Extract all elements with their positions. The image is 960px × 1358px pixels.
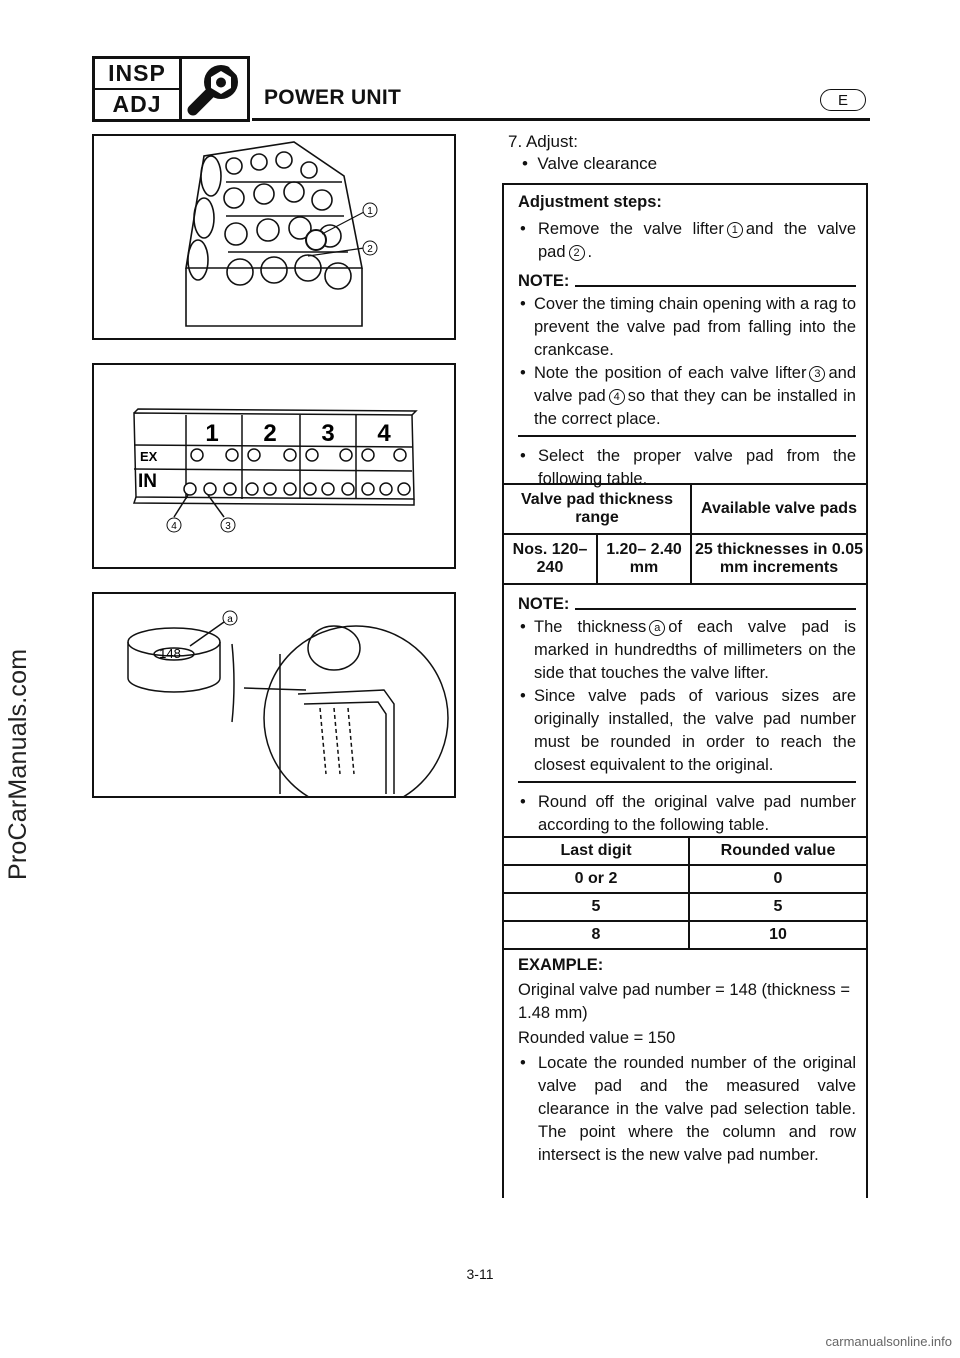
- table1-header-available: Available valve pads: [691, 484, 867, 534]
- fig2-callout-3: 3: [225, 521, 231, 532]
- callout-1-icon: 1: [727, 222, 743, 238]
- language-badge: E: [820, 89, 866, 111]
- step-item: • Valve clearance: [522, 154, 658, 173]
- callout-2-icon: 2: [569, 245, 585, 261]
- pad-position-illustration: [94, 365, 454, 567]
- badge-insp: INSP: [95, 59, 179, 90]
- example-line-1: Original valve pad number = 148 (thickness = 1.48 mm): [518, 981, 851, 1022]
- fig1-callout-1: 1: [367, 206, 373, 217]
- step-heading: 7. Adjust:: [508, 132, 578, 151]
- valve-pad-illustration: [94, 594, 454, 796]
- note2-bullet-2: • Since valve pads of various sizes are originally installed, the valve pad number must be rounded in order to reach the closest equivalent to the original.: [518, 685, 856, 777]
- adjustment-panel: [502, 183, 868, 488]
- note2-bullet-1: • The thickness a of each valve pad is marked in hundredths of millimeters on the side that touches the valve lifter.: [518, 616, 856, 685]
- row-label-ex: EX: [140, 449, 158, 464]
- note-heading-2: NOTE:: [518, 593, 856, 616]
- note-heading-1: NOTE:: [518, 270, 856, 293]
- figure-valve-pad-thickness: [92, 592, 456, 798]
- example-panel: [502, 950, 868, 1198]
- callout-3-icon: 3: [809, 366, 825, 382]
- fig3-callout-a: a: [227, 614, 233, 625]
- figure-cylinder-head: [92, 134, 456, 340]
- fig1-callout-2: 2: [367, 244, 373, 255]
- row-label-in: IN: [138, 471, 157, 492]
- example-line-2: Rounded value = 150: [518, 1029, 676, 1047]
- example-bullet: • Locate the rounded number of the original valve pad and the measured valve clearance in the valve pad selection table. The point where the column and row intersect is the new valve pad number.: [518, 1052, 856, 1167]
- note1-bullet-2: • Note the position of each valve lifter 3 and valve pad 4 so that they can be installed in the correct place.: [518, 362, 856, 431]
- adjustment-step-2: • Select the proper valve pad from the following table.: [518, 445, 856, 491]
- adjustment-step-3: • Round off the original valve pad number according to the following table.: [518, 791, 856, 837]
- adjustment-step-1: • Remove the valve lifter 1 and the valve pad 2 .: [518, 218, 856, 264]
- note1-bullet-1: • Cover the timing chain opening with a rag to prevent the valve pad from falling into the crankcase.: [518, 293, 856, 362]
- cylinder-label-1: 1: [205, 420, 219, 447]
- table2-row3-digit: 8: [503, 921, 689, 949]
- adjustment-heading: Adjustment steps:: [518, 193, 662, 211]
- table1-cell-nos: Nos. 120–240: [503, 534, 597, 584]
- table1-header-range: Valve pad thickness range: [503, 484, 691, 534]
- table1-cell-thickness: 1.20– 2.40 mm: [597, 534, 691, 584]
- badge-adj: ADJ: [112, 91, 162, 117]
- section-badge: [92, 56, 250, 122]
- note-end-rule-2: [518, 781, 856, 783]
- rounding-table: [502, 836, 868, 950]
- table2-row2-value: 5: [689, 893, 867, 921]
- note-panel-2: [502, 585, 868, 837]
- table2-row2-digit: 5: [503, 893, 689, 921]
- page-title: POWER UNIT: [264, 86, 402, 109]
- table1-cell-increments: 25 thicknesses in 0.05 mm increments: [691, 534, 867, 584]
- page-number: 3-11: [466, 1266, 494, 1282]
- pad-number-marking: 148: [159, 646, 181, 661]
- badge-text: [95, 59, 182, 119]
- figure-pad-position-diagram: [92, 363, 456, 569]
- header-rule: [252, 118, 870, 121]
- cylinder-label-3: 3: [321, 420, 335, 447]
- callout-a-icon: a: [649, 620, 665, 636]
- fig2-callout-4: 4: [171, 521, 177, 532]
- cylinder-label-2: 2: [263, 420, 277, 447]
- footer-watermark: carmanualsonline.info: [825, 1334, 952, 1349]
- table2-header-rounded: Rounded value: [689, 837, 867, 865]
- table2-row3-value: 10: [689, 921, 867, 949]
- pad-thickness-table: [502, 483, 868, 585]
- wrench-nut-icon: [182, 59, 247, 119]
- side-watermark: ProCarManuals.com: [4, 648, 32, 880]
- cylinder-label-4: 4: [377, 420, 391, 447]
- example-heading: EXAMPLE:: [518, 956, 604, 974]
- note-end-rule-1: [518, 435, 856, 437]
- table2-row1-value: 0: [689, 865, 867, 893]
- table2-row1-digit: 0 or 2: [503, 865, 689, 893]
- cylinder-head-illustration: [94, 136, 454, 338]
- callout-4-icon: 4: [609, 389, 625, 405]
- table2-header-last-digit: Last digit: [503, 837, 689, 865]
